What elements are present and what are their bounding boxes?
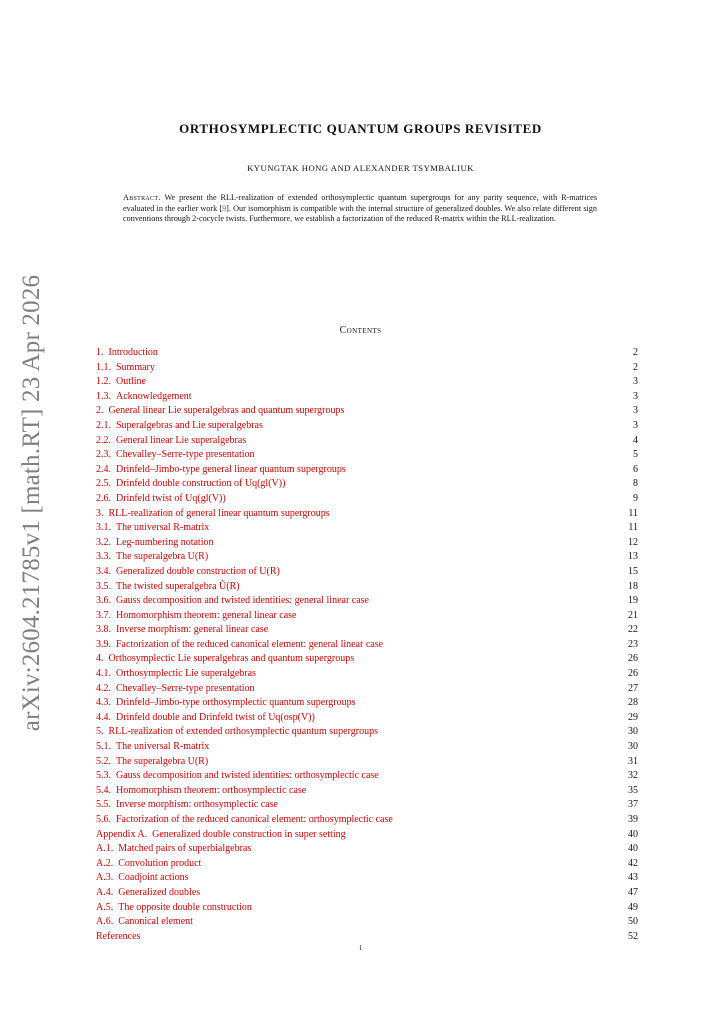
toc-entry-number: 2.4.	[96, 463, 111, 475]
toc-entry-link[interactable]	[96, 931, 140, 942]
toc-entry-page: 22	[628, 624, 638, 636]
toc-entry-link[interactable]	[96, 726, 378, 737]
toc-entry-link[interactable]	[96, 799, 278, 810]
toc-entry-link[interactable]	[96, 916, 193, 927]
toc-entry-title: The superalgebra U(R)	[116, 755, 209, 767]
toc-entry-link[interactable]	[96, 683, 255, 694]
toc-entry[interactable]	[96, 857, 638, 872]
toc-entry-title: Introduction	[108, 347, 158, 358]
toc-entry-page: 37	[628, 799, 638, 811]
toc-entry-number: 5.1.	[96, 741, 111, 753]
toc-entry[interactable]	[96, 623, 638, 638]
toc-entry-title: Generalized double construction of U(R)	[116, 565, 280, 577]
toc-entry-page: 43	[628, 872, 638, 884]
toc-entry-page: 3	[633, 390, 638, 402]
toc-entry[interactable]	[96, 375, 638, 390]
toc-entry[interactable]	[96, 813, 638, 828]
toc-entry[interactable]	[96, 536, 638, 551]
toc-entry-number: 4.	[96, 653, 104, 665]
toc-entry[interactable]	[96, 565, 638, 580]
toc-entry-link[interactable]	[96, 362, 155, 373]
toc-entry[interactable]	[96, 798, 638, 813]
toc-entry-title: References	[96, 930, 141, 942]
toc-entry-link[interactable]	[96, 902, 252, 913]
toc-entry-number: A.1.	[96, 843, 114, 855]
abstract-text-part1: We present the RLL-realization of extended orthosymplectic quantum supergroups for any parity sequence, with R-matrices evaluated in the earlier work [	[123, 193, 598, 213]
toc-entry[interactable]	[96, 448, 638, 463]
toc-entry-link[interactable]	[96, 843, 251, 854]
toc-entry-number: 3.9.	[96, 638, 111, 650]
toc-entry-number: 3.1.	[96, 522, 111, 534]
toc-entry-title: Gauss decomposition and twisted identities: general linear case	[116, 595, 369, 607]
toc-entry-page: 26	[628, 653, 638, 665]
toc-entry-number: 3.5.	[96, 580, 111, 592]
toc-entry[interactable]	[96, 755, 638, 770]
toc-entry-page: 6	[633, 463, 638, 475]
toc-entry[interactable]	[96, 871, 638, 886]
toc-entry[interactable]	[96, 594, 638, 609]
toc-entry-link[interactable]	[96, 829, 346, 840]
toc-entry-title: The opposite double construction	[118, 901, 252, 913]
toc-entry-number: 3.4.	[96, 565, 111, 577]
toc-entry[interactable]	[96, 901, 638, 916]
toc-entry-page: 15	[628, 565, 638, 577]
toc-entry-link[interactable]	[96, 639, 383, 650]
toc-entry[interactable]	[96, 463, 638, 478]
toc-entry[interactable]	[96, 550, 638, 565]
toc-entry[interactable]	[96, 915, 638, 930]
toc-entry-page: 13	[628, 551, 638, 563]
abstract-label: Abstract.	[123, 193, 161, 202]
toc-entry-title: Outline	[116, 376, 146, 388]
toc-entry-link[interactable]	[96, 624, 268, 635]
toc-entry-title: Chevalley–Serre-type presentation	[116, 682, 255, 694]
toc-entry-page: 19	[628, 595, 638, 607]
toc-entry-page: 30	[628, 741, 638, 753]
toc-entry[interactable]	[96, 507, 638, 522]
toc-entry-number: 1.3.	[96, 390, 111, 402]
toc-entry-page: 9	[633, 492, 638, 504]
page-number: 1	[358, 944, 363, 952]
toc-entry-number: 3.2.	[96, 536, 111, 548]
toc-entry-link[interactable]	[96, 551, 208, 562]
toc-entry-link[interactable]	[96, 697, 356, 708]
toc-entry-title: General linear Lie superalgebras	[116, 434, 247, 446]
toc-entry-number: A.6.	[96, 916, 114, 928]
toc-entry-page: 27	[628, 682, 638, 694]
toc-entry-number: 4.4.	[96, 711, 111, 723]
abstract-text-part2: ]. Our isomorphism is compatible with the internal structure of generalized doubles. We also relate different sign conventions through 2-cocycle twists. Furthermore, we establish a factorization of the reduced R-matrix within the RLL-realization.	[123, 203, 597, 224]
toc-entry-number: 4.3.	[96, 697, 111, 709]
toc-entry-link[interactable]	[96, 814, 393, 825]
toc-entry-page: 3	[633, 419, 638, 431]
toc-entry-number: 3.7.	[96, 609, 111, 621]
toc-entry-number: 1.	[96, 347, 104, 358]
toc-entry-page: 4	[633, 434, 638, 446]
toc-entry-number: 2.3.	[96, 449, 111, 461]
toc-entry-number: 4.1.	[96, 668, 111, 680]
toc-entry-title: Factorization of the reduced canonical element: general linear case	[116, 638, 384, 650]
toc-entry-title: Inverse morphism: general linear case	[116, 624, 269, 636]
toc-entry-title: The superalgebra U(R)	[116, 551, 209, 563]
toc-entry[interactable]	[96, 930, 638, 945]
toc-entry-page: 2	[633, 347, 638, 358]
toc-entry-number: 5.2.	[96, 755, 111, 767]
toc-entry-page: 29	[628, 711, 638, 723]
toc-entry-number: 1.2.	[96, 376, 111, 388]
toc-entry-link[interactable]	[96, 376, 146, 387]
toc-entry-page: 3	[633, 376, 638, 388]
toc-entry-number: A.3.	[96, 872, 114, 884]
toc-entry-page: 8	[633, 478, 638, 490]
contents-heading: Contents	[339, 325, 382, 336]
toc-entry-link[interactable]	[96, 595, 369, 606]
toc-entry[interactable]	[96, 711, 638, 726]
toc-entry-title: Gauss decomposition and twisted identities: orthosymplectic case	[116, 770, 379, 782]
toc-entry[interactable]	[96, 361, 638, 376]
toc-entry-link[interactable]	[96, 508, 330, 519]
toc-entry-title: Factorization of the reduced canonical element: orthosymplectic case	[116, 814, 393, 825]
toc-entry-title: RLL-realization of extended orthosymplectic quantum supergroups	[108, 726, 378, 738]
toc-entry-link[interactable]	[96, 756, 208, 767]
toc-entry[interactable]	[96, 769, 638, 784]
toc-entry-page: 5	[633, 449, 638, 461]
toc-entry-page: 52	[628, 930, 638, 942]
toc-entry-number: 3.	[96, 507, 104, 519]
toc-entry[interactable]	[96, 521, 638, 536]
toc-entry[interactable]	[96, 609, 638, 624]
toc-entry-page: 39	[628, 814, 638, 825]
toc-entry-link[interactable]	[96, 887, 200, 898]
toc-entry-title: Generalized doubles	[118, 886, 201, 898]
toc-entry-link[interactable]	[96, 581, 240, 592]
toc-entry-link[interactable]	[96, 391, 192, 402]
toc-entry[interactable]	[96, 404, 638, 419]
toc-entry-link[interactable]	[96, 858, 201, 869]
toc-entry-title: Leg-numbering notation	[116, 536, 214, 548]
toc-entry[interactable]	[96, 419, 638, 434]
toc-entry-number: 3.8.	[96, 624, 111, 636]
toc-entry[interactable]	[96, 696, 638, 711]
toc-entry[interactable]	[96, 740, 638, 755]
toc-entry-number: A.5.	[96, 901, 114, 913]
table-of-contents	[96, 346, 638, 944]
toc-entry[interactable]	[96, 886, 638, 901]
toc-entry-number: 2.	[96, 405, 104, 417]
toc-entry-link[interactable]	[96, 537, 213, 548]
toc-entry-title: The universal R-matrix	[116, 741, 210, 753]
toc-entry[interactable]	[96, 390, 638, 405]
toc-entry-title: Matched pairs of superbialgebras	[118, 843, 252, 855]
toc-entry-title: Convolution product	[118, 857, 202, 869]
toc-entry-title: Homomorphism theorem: orthosymplectic case	[116, 784, 307, 796]
toc-entry-title: Homomorphism theorem: general linear case	[116, 609, 297, 621]
toc-entry-number: 2.1.	[96, 419, 111, 431]
toc-entry-link[interactable]	[96, 449, 255, 460]
toc-entry-title: Drinfeld double and Drinfeld twist of Uq(osp(V))	[116, 711, 315, 723]
toc-entry-link[interactable]	[96, 464, 346, 475]
toc-entry-title: The twisted superalgebra Ũ(R)	[116, 580, 240, 592]
toc-entry-page: 42	[628, 857, 638, 869]
toc-entry-page: 49	[628, 901, 638, 913]
toc-entry-number: A.4.	[96, 886, 114, 898]
toc-entry-link[interactable]	[96, 347, 158, 358]
toc-entry-link[interactable]	[96, 610, 297, 621]
toc-entry-link[interactable]	[96, 770, 379, 781]
toc-entry-page: 2	[633, 361, 638, 373]
toc-entry-page: 12	[628, 536, 638, 548]
toc-entry-number: 5.5.	[96, 799, 111, 811]
toc-entry-link[interactable]	[96, 712, 315, 723]
abstract	[123, 193, 597, 225]
toc-entry-page: 23	[628, 638, 638, 650]
toc-entry-page: 3	[633, 405, 638, 417]
toc-entry-link[interactable]	[96, 435, 246, 446]
toc-entry-number: 5.	[96, 726, 104, 738]
toc-entry-number: 3.3.	[96, 551, 111, 563]
toc-entry-link[interactable]	[96, 522, 209, 533]
arxiv-identifier: arXiv:2604.21785v1 [math.RT] 23 Apr 2026	[18, 274, 45, 732]
toc-entry-title: Acknowledgement	[116, 390, 192, 402]
citation-link[interactable]: 9	[222, 203, 227, 213]
toc-entry-title: Inverse morphism: orthosymplectic case	[116, 799, 278, 811]
toc-entry-number: A.2.	[96, 857, 114, 869]
toc-entry-link[interactable]	[96, 668, 256, 679]
toc-entry-title: Coadjoint actions	[118, 872, 189, 884]
toc-entry-number: 5.6.	[96, 814, 111, 825]
toc-entry-link[interactable]	[96, 872, 189, 883]
toc-entry[interactable]	[96, 682, 638, 697]
toc-entry-page: 35	[628, 784, 638, 796]
toc-entry-link[interactable]	[96, 420, 263, 431]
toc-entry[interactable]	[96, 638, 638, 653]
toc-entry[interactable]	[96, 725, 638, 740]
toc-entry-page: 40	[628, 828, 638, 840]
toc-entry-title: Drinfeld double construction of Uq(gl(V))	[116, 478, 286, 490]
toc-entry-number: 3.6.	[96, 595, 111, 607]
toc-entry-title: Orthosymplectic Lie superalgebras	[116, 668, 256, 680]
arxiv-sidebar	[4, 268, 60, 738]
toc-entry[interactable]	[96, 842, 638, 857]
toc-entry-number: 2.6.	[96, 492, 111, 504]
toc-entry-page: 11	[628, 522, 638, 534]
toc-entry-page: 32	[628, 770, 638, 782]
toc-entry[interactable]	[96, 667, 638, 682]
toc-entry-title: Drinfeld twist of Uq(gl(V))	[116, 492, 226, 504]
toc-entry-number: 2.2.	[96, 434, 111, 446]
toc-entry-number: 1.1.	[96, 361, 111, 373]
paper-title: ORTHOSYMPLECTIC QUANTUM GROUPS REVISITED	[179, 121, 542, 136]
toc-entry[interactable]	[96, 580, 638, 595]
toc-entry-page: 40	[628, 843, 638, 855]
toc-entry-link[interactable]	[96, 741, 209, 752]
toc-entry-title: RLL-realization of general linear quantum supergroups	[108, 507, 330, 519]
toc-entry[interactable]	[96, 828, 638, 843]
toc-entry[interactable]	[96, 434, 638, 449]
toc-entry-page: 21	[628, 609, 638, 621]
toc-entry[interactable]	[96, 784, 638, 799]
toc-entry-link[interactable]	[96, 653, 354, 664]
toc-entry-number: 5.3.	[96, 770, 111, 782]
toc-entry[interactable]	[96, 652, 638, 667]
toc-entry-title: General linear Lie superalgebras and quantum supergroups	[108, 405, 345, 417]
toc-entry-link[interactable]	[96, 493, 226, 504]
toc-entry-link[interactable]	[96, 405, 344, 416]
toc-entry-page: 47	[628, 886, 638, 898]
toc-entry-title: Chevalley–Serre-type presentation	[116, 449, 255, 461]
toc-entry-title: Summary	[116, 361, 155, 373]
toc-entry-page: 50	[628, 916, 638, 928]
toc-entry-page: 31	[628, 755, 638, 767]
toc-entry-title: Canonical element	[118, 916, 193, 928]
toc-entry-title: Generalized double construction in super setting	[152, 828, 346, 840]
toc-entry-number: Appendix A.	[96, 828, 148, 840]
toc-entry-title: Drinfeld–Jimbo-type general linear quantum supergroups	[116, 463, 346, 475]
toc-entry-page: 28	[628, 697, 638, 709]
toc-entry-link[interactable]	[96, 785, 306, 796]
toc-entry-page: 30	[628, 726, 638, 738]
toc-entry[interactable]	[96, 346, 638, 361]
paper-authors: KYUNGTAK HONG AND ALEXANDER TSYMBALIUK	[247, 163, 474, 173]
toc-entry-number: 4.2.	[96, 682, 111, 694]
toc-entry-title: Superalgebras and Lie superalgebras	[116, 419, 263, 431]
toc-entry-link[interactable]	[96, 566, 280, 577]
toc-entry-title: Orthosymplectic Lie superalgebras and quantum supergroups	[108, 653, 355, 665]
toc-entry-number: 2.5.	[96, 478, 111, 490]
toc-entry-title: Drinfeld–Jimbo-type orthosymplectic quantum supergroups	[116, 697, 356, 709]
toc-entry-title: The universal R-matrix	[116, 522, 210, 534]
toc-entry-number: 5.4.	[96, 784, 111, 796]
toc-entry-page: 11	[628, 507, 638, 519]
toc-entry[interactable]	[96, 477, 638, 492]
toc-entry-link[interactable]	[96, 478, 285, 489]
toc-entry-page: 26	[628, 668, 638, 680]
toc-entry-page: 18	[628, 580, 638, 592]
toc-entry[interactable]	[96, 492, 638, 507]
